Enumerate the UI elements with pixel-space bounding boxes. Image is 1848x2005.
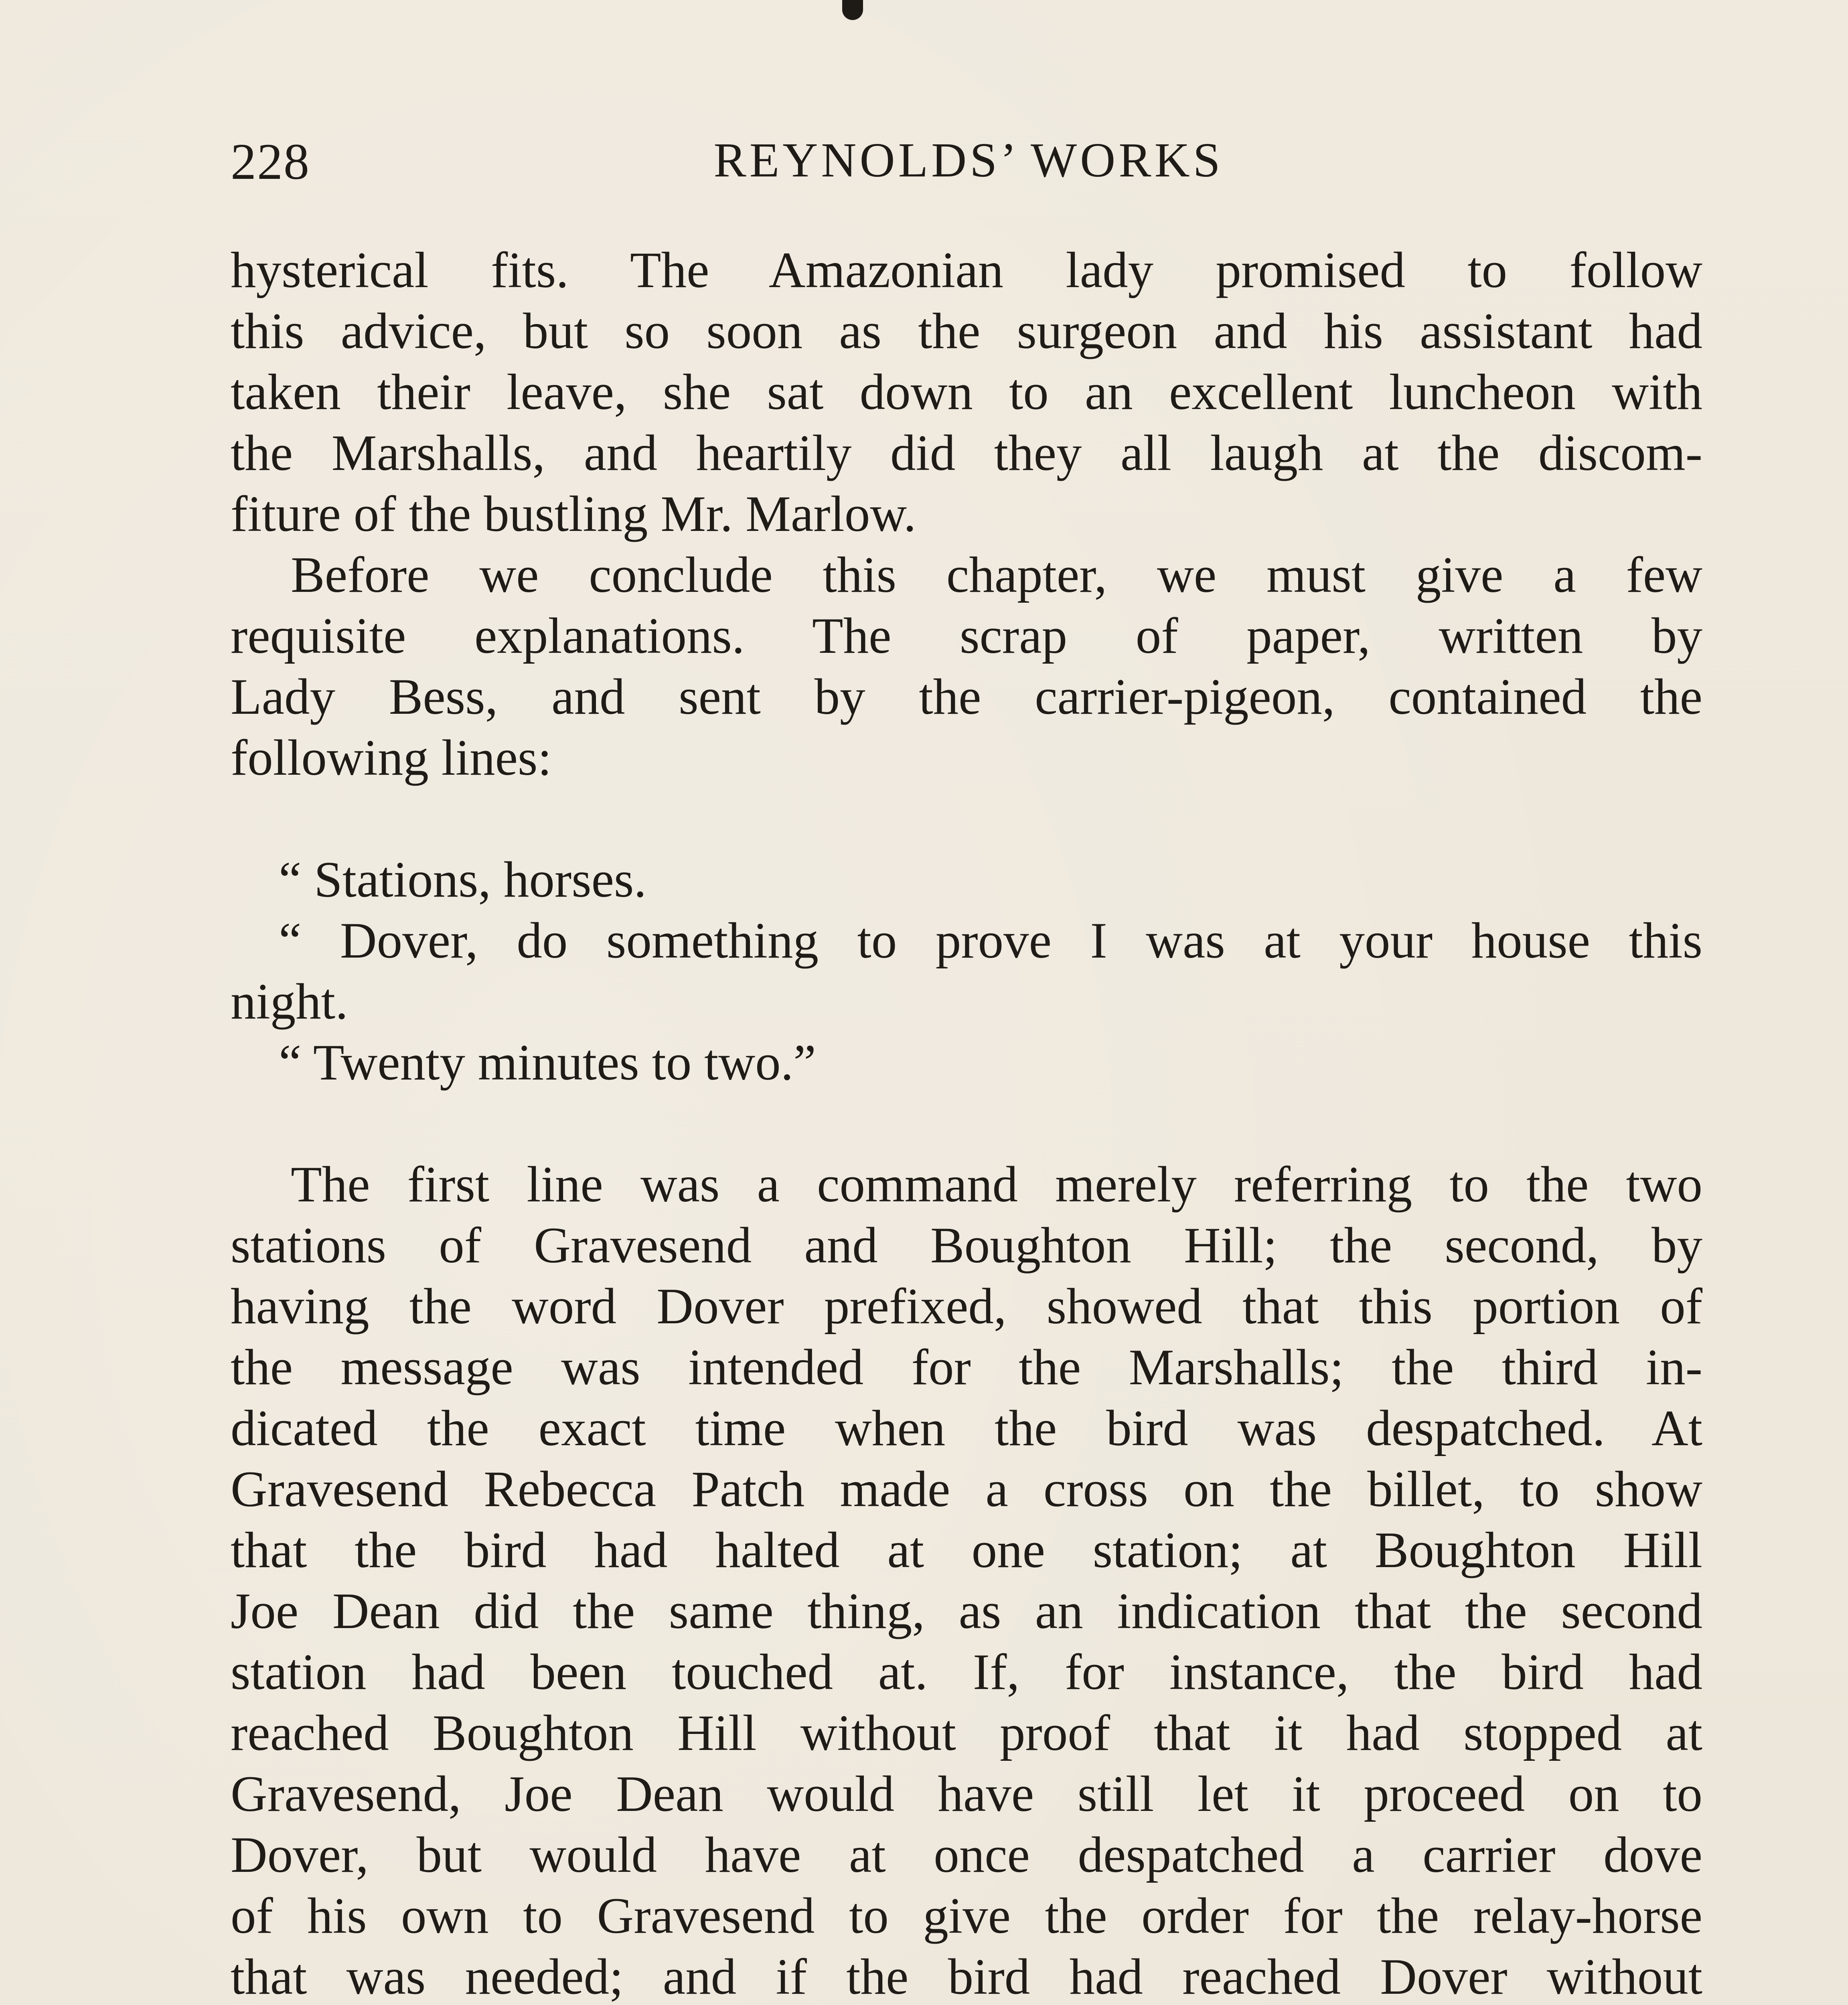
text-line: taken their leave, she sat down to an excellent luncheon with [231, 364, 1702, 420]
quote-line: “ Twenty minutes to two.” [279, 1035, 816, 1091]
text-line: requisite explanations. The scrap of paper, written by [231, 608, 1702, 664]
text-line: station had been touched at. If, for instance, the bird had [231, 1644, 1702, 1700]
text-line: The first line was a command merely referring to the two [291, 1156, 1702, 1213]
quote-line: night. [231, 974, 348, 1030]
text-line: having the word Dover prefixed, showed that this portion of [231, 1278, 1702, 1335]
text-line: of his own to Gravesend to give the order for the relay-horse [231, 1888, 1702, 1944]
page-header [231, 132, 1706, 196]
text-line: fiture of the bustling Mr. Marlow. [231, 486, 916, 542]
text-line: following lines: [231, 730, 552, 786]
text-line: dicated the exact time when the bird was despatched. At [231, 1400, 1702, 1456]
text-line: Gravesend Rebecca Patch made a cross on the billet, to show [231, 1461, 1702, 1517]
text-line: Joe Dean did the same thing, as an indication that the second [231, 1583, 1702, 1639]
text-line: Before we conclude this chapter, we must give a few [291, 547, 1702, 603]
text-line: hysterical fits. The Amazonian lady promised to follow [231, 242, 1702, 298]
text-line: the message was intended for the Marshalls; the third in- [231, 1339, 1702, 1395]
ink-dot [842, 0, 863, 20]
body-text [231, 240, 1702, 2005]
text-line: reached Boughton Hill without proof that it had stopped at [231, 1705, 1702, 1761]
text-line: this advice, but so soon as the surgeon and his assistant had [231, 303, 1702, 359]
quote-line: “ Dover, do something to prove I was at your house this [279, 913, 1702, 969]
text-line: Gravesend, Joe Dean would have still let it proceed on to [231, 1766, 1702, 1822]
quote-line: “ Stations, horses. [279, 852, 647, 908]
text-line: Dover, but would have at once despatched a carrier dove [231, 1827, 1702, 1883]
text-line: the Marshalls, and heartily did they all laugh at the discom- [231, 425, 1702, 481]
text-line: stations of Gravesend and Boughton Hill; the second, by [231, 1217, 1702, 1274]
running-title: REYNOLDS’ WORKS [713, 133, 1224, 187]
text-line: that the bird had halted at one station; at Boughton Hill [231, 1522, 1702, 1578]
page-number: 228 [231, 133, 310, 190]
text-line: Lady Bess, and sent by the carrier-pigeon, contained the [231, 669, 1702, 725]
text-line: that was needed; and if the bird had reached Dover without [231, 1949, 1702, 2005]
